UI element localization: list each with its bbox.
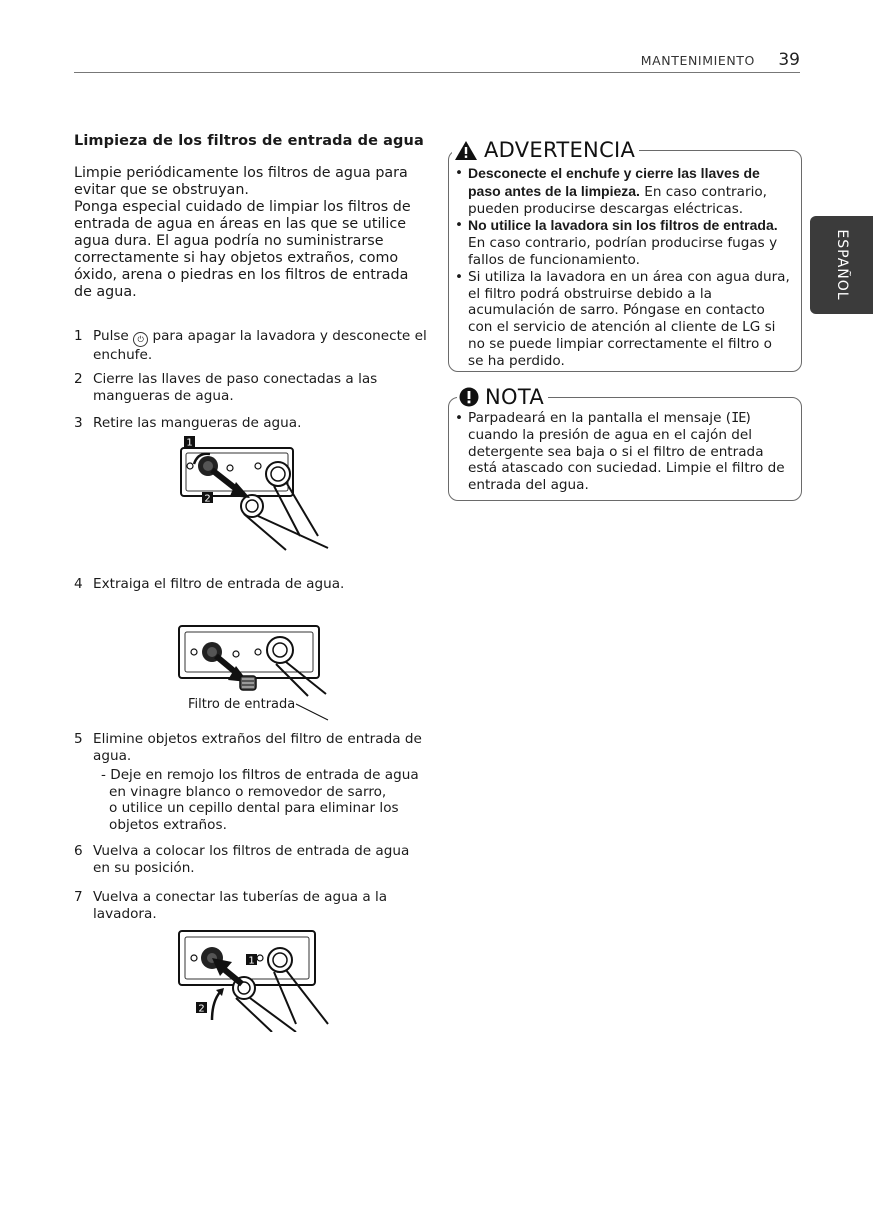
figure-marker-1: 1	[248, 955, 255, 967]
header-rule	[74, 72, 800, 73]
language-tab	[810, 216, 873, 314]
step-text-after: para apagar la lavadora y desconecte el enchufe.	[93, 328, 427, 363]
step-text: Vuelva a conectar las tuberías de agua a la lavadora.	[93, 889, 388, 922]
figure-remove-hoses	[178, 436, 338, 552]
warning-item-text: Si utiliza la lavadora en un área con agua dura, el filtro podrá obstruirse debido a la acumulación de sarro. Póngase en contacto con el servicio de atención al cliente de LG si no se puede limpiar correctamente el filtro o se ha perdido.	[468, 268, 790, 369]
step-3	[74, 415, 430, 432]
intro-paragraph-2: Ponga especial cuidado de limpiar los filtros de entrada de agua en áreas en las que se utilice agua dura. El agua podría no suministrarse correctamente si hay objetos extraños, como óxido, arena o piedras en los filtros de entrada de agua.	[74, 199, 411, 300]
step-text: Extraiga el filtro de entrada de agua.	[93, 576, 345, 592]
step-7	[74, 889, 430, 922]
step-number: 6	[74, 843, 83, 859]
step-6	[74, 843, 430, 876]
note-list	[455, 410, 791, 494]
step-5-detail-line-1: - Deje en remojo los filtros de entrada de agua	[101, 767, 419, 783]
step-text: Cierre las llaves de paso conectadas a las mangueras de agua.	[93, 371, 378, 404]
step-number: 5	[74, 731, 83, 747]
step-5-detail-line-2: en vinagre blanco o removedor de sarro,	[109, 783, 387, 800]
step-number: 3	[74, 415, 83, 431]
step-5	[74, 731, 430, 833]
step-text: Vuelva a colocar los filtros de entrada de agua en su posición.	[93, 843, 410, 876]
exclamation-circle-icon	[459, 387, 479, 407]
warning-title: ADVERTENCIA	[484, 138, 636, 162]
figure-marker-2: 2	[198, 1003, 205, 1015]
section-title: Limpieza de los filtros de entrada de agua	[74, 133, 424, 149]
step-text	[93, 328, 430, 364]
warning-item	[455, 217, 791, 268]
step-text: Elimine objetos extraños del filtro de entrada de agua.	[93, 731, 422, 764]
warning-item-bold: No utilice la lavadora sin los filtros de entrada.	[468, 217, 778, 234]
figure-marker-2: 2	[204, 493, 211, 505]
step-1	[74, 328, 430, 364]
note-item	[455, 410, 791, 494]
intro-block	[74, 133, 430, 301]
step-number: 1	[74, 328, 83, 344]
note-title: NOTA	[485, 385, 545, 409]
step-text: Retire las mangueras de agua.	[93, 415, 302, 431]
note-header	[457, 385, 548, 409]
warning-box	[448, 138, 802, 372]
step-number: 4	[74, 576, 83, 592]
page-number: 39	[778, 50, 800, 70]
step-number: 2	[74, 371, 83, 387]
warning-item-text: En caso contrario, podrían producirse fugas y fallos de funcionamiento.	[468, 235, 778, 268]
step-5-detail-line-3: o utilice un cepillo dental para eliminar los	[109, 800, 399, 816]
note-box	[448, 385, 802, 501]
warning-item	[455, 269, 791, 370]
warning-triangle-icon	[454, 140, 478, 161]
warning-list	[455, 165, 791, 370]
note-item-text-before: Parpadeará en la pantalla el mensaje (	[468, 410, 732, 426]
figure-marker-1: 1	[186, 437, 193, 449]
step-2	[74, 371, 430, 404]
step-5-detail-line-4: objetos extraños.	[109, 816, 227, 833]
warning-item	[455, 165, 791, 217]
intro-paragraph-1: Limpie periódicamente los filtros de agua para evitar que se obstruyan.	[74, 165, 408, 198]
header-section-title: MANTENIMIENTO	[640, 53, 755, 68]
note-item-text-after: ) cuando la presión de agua en el cajón del detergente sea baja o si el filtro de entrada está atascado con suciedad. Limpie el filtro de entrada del agua.	[468, 410, 785, 494]
figure-reconnect-hoses	[176, 928, 336, 1032]
language-tab-label: ESPAÑOL	[833, 229, 850, 301]
step-text-before: Pulse	[93, 328, 134, 344]
warning-item-bold: Desconecte el enchufe y cierre las llaves de paso antes de la limpieza.	[468, 165, 760, 199]
step-4	[74, 576, 430, 593]
warning-item-text: En caso contrario, pueden producirse descargas eléctricas.	[468, 183, 767, 217]
figure-caption-inlet-filter: Filtro de entrada	[188, 697, 296, 712]
warning-header	[452, 138, 639, 162]
step-number: 7	[74, 889, 83, 905]
error-code-display: IE	[731, 410, 746, 426]
power-icon: ⏻	[133, 332, 148, 347]
step-5-detail	[93, 767, 430, 833]
